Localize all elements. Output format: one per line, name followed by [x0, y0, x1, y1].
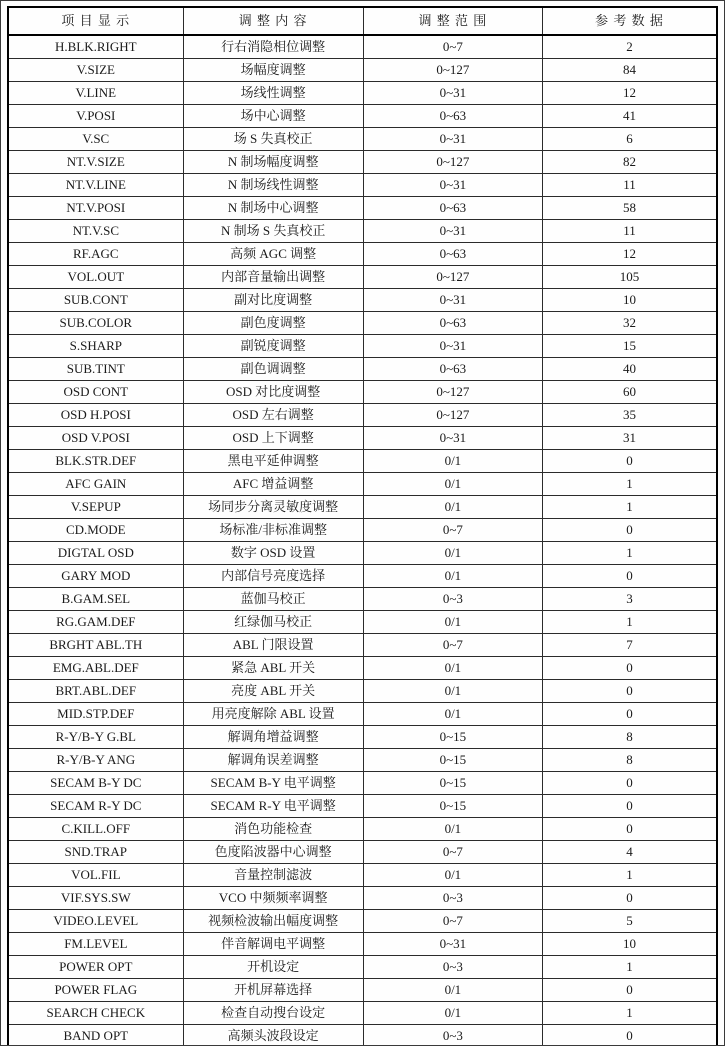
adjust-content-cell: 副色调调整	[183, 358, 363, 381]
table-row	[8, 312, 717, 335]
adjust-content-cell: 内部音量输出调整	[183, 266, 363, 289]
adjust-range-cell: 0~31	[363, 335, 542, 358]
reference-data-cell: 58	[543, 197, 717, 220]
adjust-range-cell: 0~7	[363, 35, 542, 59]
table-row	[8, 634, 717, 657]
item-display-cell: SND.TRAP	[8, 841, 183, 864]
adjust-content-cell: SECAM R-Y 电平调整	[183, 795, 363, 818]
item-display-cell: V.SIZE	[8, 59, 183, 82]
item-display-cell: V.SEPUP	[8, 496, 183, 519]
table-row	[8, 381, 717, 404]
adjust-content-cell: 消色功能检查	[183, 818, 363, 841]
adjust-range-cell: 0~7	[363, 910, 542, 933]
reference-data-cell: 32	[543, 312, 717, 335]
adjust-range-cell: 0~127	[363, 151, 542, 174]
column-header-adjust-range: 调 整 范 围	[363, 7, 542, 35]
table-row	[8, 818, 717, 841]
reference-data-cell: 0	[543, 519, 717, 542]
adjust-range-cell: 0/1	[363, 450, 542, 473]
reference-data-cell: 8	[543, 726, 717, 749]
adjust-content-cell: 黑电平延伸调整	[183, 450, 363, 473]
adjust-content-cell: 开机设定	[183, 956, 363, 979]
reference-data-cell: 11	[543, 220, 717, 243]
adjust-range-cell: 0/1	[363, 657, 542, 680]
item-display-cell: CD.MODE	[8, 519, 183, 542]
item-display-cell: SUB.TINT	[8, 358, 183, 381]
table-row	[8, 427, 717, 450]
item-display-cell: OSD V.POSI	[8, 427, 183, 450]
reference-data-cell: 0	[543, 657, 717, 680]
adjust-content-cell: 用亮度解除 ABL 设置	[183, 703, 363, 726]
adjust-range-cell: 0~15	[363, 772, 542, 795]
table-row	[8, 358, 717, 381]
adjust-range-cell: 0~31	[363, 128, 542, 151]
adjust-range-cell: 0~127	[363, 59, 542, 82]
adjust-content-cell: VCO 中频频率调整	[183, 887, 363, 910]
item-display-cell: R-Y/B-Y G.BL	[8, 726, 183, 749]
reference-data-cell: 5	[543, 910, 717, 933]
item-display-cell: VIDEO.LEVEL	[8, 910, 183, 933]
adjust-content-cell: 伴音解调电平调整	[183, 933, 363, 956]
reference-data-cell: 0	[543, 772, 717, 795]
table-row	[8, 979, 717, 1002]
reference-data-cell: 60	[543, 381, 717, 404]
table-row	[8, 1025, 717, 1046]
adjust-range-cell: 0~3	[363, 956, 542, 979]
adjust-range-cell: 0~3	[363, 887, 542, 910]
adjust-content-cell: 内部信号亮度选择	[183, 565, 363, 588]
column-header-item-display: 项 目 显 示	[8, 7, 183, 35]
adjust-content-cell: 解调角增益调整	[183, 726, 363, 749]
reference-data-cell: 31	[543, 427, 717, 450]
table-row	[8, 726, 717, 749]
table-row	[8, 128, 717, 151]
adjust-content-cell: 视频检波输出幅度调整	[183, 910, 363, 933]
adjust-range-cell: 0~63	[363, 243, 542, 266]
item-display-cell: V.LINE	[8, 82, 183, 105]
reference-data-cell: 6	[543, 128, 717, 151]
adjust-range-cell: 0~63	[363, 105, 542, 128]
reference-data-cell: 7	[543, 634, 717, 657]
adjust-range-cell: 0~31	[363, 220, 542, 243]
item-display-cell: NT.V.SC	[8, 220, 183, 243]
adjust-range-cell: 0~31	[363, 289, 542, 312]
reference-data-cell: 12	[543, 82, 717, 105]
adjust-range-cell: 0~127	[363, 404, 542, 427]
table-row	[8, 680, 717, 703]
reference-data-cell: 1	[543, 473, 717, 496]
table-row	[8, 151, 717, 174]
item-display-cell: OSD CONT	[8, 381, 183, 404]
column-header-adjust-content: 调 整 内 容	[183, 7, 363, 35]
item-display-cell: FM.LEVEL	[8, 933, 183, 956]
item-display-cell: S.SHARP	[8, 335, 183, 358]
table-row	[8, 657, 717, 680]
item-display-cell: OSD H.POSI	[8, 404, 183, 427]
adjust-content-cell: 行右消隐相位调整	[183, 35, 363, 59]
item-display-cell: SUB.COLOR	[8, 312, 183, 335]
column-header-reference-data: 参 考 数 据	[543, 7, 717, 35]
adjust-content-cell: N 制场中心调整	[183, 197, 363, 220]
adjustment-table	[7, 6, 718, 1046]
adjust-content-cell: 亮度 ABL 开关	[183, 680, 363, 703]
adjust-content-cell: 色度陷波器中心调整	[183, 841, 363, 864]
adjust-content-cell: ABL 门限设置	[183, 634, 363, 657]
adjust-content-cell: 场幅度调整	[183, 59, 363, 82]
table-row	[8, 588, 717, 611]
reference-data-cell: 1	[543, 611, 717, 634]
table-row	[8, 404, 717, 427]
table-row	[8, 450, 717, 473]
reference-data-cell: 10	[543, 933, 717, 956]
table-header-row	[8, 7, 717, 35]
reference-data-cell: 0	[543, 1025, 717, 1046]
item-display-cell: SEARCH CHECK	[8, 1002, 183, 1025]
item-display-cell: POWER OPT	[8, 956, 183, 979]
adjust-range-cell: 0/1	[363, 680, 542, 703]
adjust-content-cell: 数字 OSD 设置	[183, 542, 363, 565]
item-display-cell: POWER FLAG	[8, 979, 183, 1002]
table-row	[8, 772, 717, 795]
reference-data-cell: 1	[543, 496, 717, 519]
adjust-content-cell: SECAM B-Y 电平调整	[183, 772, 363, 795]
adjust-range-cell: 0~3	[363, 588, 542, 611]
table-row	[8, 59, 717, 82]
table-row	[8, 496, 717, 519]
table-row	[8, 243, 717, 266]
reference-data-cell: 0	[543, 680, 717, 703]
adjust-range-cell: 0/1	[363, 542, 542, 565]
reference-data-cell: 12	[543, 243, 717, 266]
table-row	[8, 795, 717, 818]
item-display-cell: H.BLK.RIGHT	[8, 35, 183, 59]
reference-data-cell: 8	[543, 749, 717, 772]
item-display-cell: BAND OPT	[8, 1025, 183, 1046]
adjust-content-cell: AFC 增益调整	[183, 473, 363, 496]
adjust-range-cell: 0~3	[363, 1025, 542, 1046]
adjust-content-cell: 解调角误差调整	[183, 749, 363, 772]
item-display-cell: SECAM B-Y DC	[8, 772, 183, 795]
adjust-content-cell: 检查自动搜台设定	[183, 1002, 363, 1025]
adjust-content-cell: 高频 AGC 调整	[183, 243, 363, 266]
item-display-cell: BRT.ABL.DEF	[8, 680, 183, 703]
adjust-range-cell: 0~31	[363, 82, 542, 105]
adjust-range-cell: 0/1	[363, 864, 542, 887]
reference-data-cell: 1	[543, 956, 717, 979]
table-row	[8, 82, 717, 105]
table-row	[8, 565, 717, 588]
table-row	[8, 703, 717, 726]
item-display-cell: MID.STP.DEF	[8, 703, 183, 726]
item-display-cell: SECAM R-Y DC	[8, 795, 183, 818]
reference-data-cell: 40	[543, 358, 717, 381]
adjust-content-cell: 蓝伽马校正	[183, 588, 363, 611]
table-row	[8, 956, 717, 979]
item-display-cell: C.KILL.OFF	[8, 818, 183, 841]
adjust-range-cell: 0~31	[363, 933, 542, 956]
item-display-cell: BRGHT ABL.TH	[8, 634, 183, 657]
item-display-cell: V.SC	[8, 128, 183, 151]
reference-data-cell: 1	[543, 864, 717, 887]
table-row	[8, 933, 717, 956]
item-display-cell: VIF.SYS.SW	[8, 887, 183, 910]
table-row	[8, 197, 717, 220]
reference-data-cell: 3	[543, 588, 717, 611]
item-display-cell: GARY MOD	[8, 565, 183, 588]
reference-data-cell: 0	[543, 979, 717, 1002]
adjust-content-cell: N 制场 S 失真校正	[183, 220, 363, 243]
reference-data-cell: 10	[543, 289, 717, 312]
adjust-range-cell: 0/1	[363, 1002, 542, 1025]
table-row	[8, 220, 717, 243]
item-display-cell: AFC GAIN	[8, 473, 183, 496]
reference-data-cell: 0	[543, 818, 717, 841]
adjust-range-cell: 0/1	[363, 703, 542, 726]
item-display-cell: V.POSI	[8, 105, 183, 128]
reference-data-cell: 1	[543, 1002, 717, 1025]
table-row	[8, 519, 717, 542]
reference-data-cell: 2	[543, 35, 717, 59]
reference-data-cell: 0	[543, 565, 717, 588]
reference-data-cell: 15	[543, 335, 717, 358]
adjust-content-cell: 场中心调整	[183, 105, 363, 128]
item-display-cell: RG.GAM.DEF	[8, 611, 183, 634]
reference-data-cell: 0	[543, 703, 717, 726]
item-display-cell: NT.V.SIZE	[8, 151, 183, 174]
reference-data-cell: 4	[543, 841, 717, 864]
adjust-content-cell: 场标准/非标准调整	[183, 519, 363, 542]
adjust-content-cell: N 制场线性调整	[183, 174, 363, 197]
adjust-range-cell: 0/1	[363, 496, 542, 519]
reference-data-cell: 35	[543, 404, 717, 427]
reference-data-cell: 41	[543, 105, 717, 128]
reference-data-cell: 84	[543, 59, 717, 82]
adjust-range-cell: 0/1	[363, 473, 542, 496]
item-display-cell: B.GAM.SEL	[8, 588, 183, 611]
adjust-range-cell: 0/1	[363, 818, 542, 841]
item-display-cell: DIGTAL OSD	[8, 542, 183, 565]
item-display-cell: VOL.OUT	[8, 266, 183, 289]
table-row	[8, 266, 717, 289]
adjust-range-cell: 0~7	[363, 634, 542, 657]
adjust-range-cell: 0/1	[363, 611, 542, 634]
adjust-range-cell: 0~15	[363, 726, 542, 749]
adjust-content-cell: 场线性调整	[183, 82, 363, 105]
adjust-range-cell: 0/1	[363, 565, 542, 588]
adjust-range-cell: 0~63	[363, 358, 542, 381]
reference-data-cell: 105	[543, 266, 717, 289]
adjust-range-cell: 0~15	[363, 749, 542, 772]
adjust-content-cell: 紧急 ABL 开关	[183, 657, 363, 680]
adjust-content-cell: OSD 对比度调整	[183, 381, 363, 404]
item-display-cell: NT.V.POSI	[8, 197, 183, 220]
table-body	[8, 35, 717, 1046]
adjust-content-cell: 开机屏幕选择	[183, 979, 363, 1002]
item-display-cell: BLK.STR.DEF	[8, 450, 183, 473]
adjust-range-cell: 0~31	[363, 174, 542, 197]
table-row	[8, 910, 717, 933]
reference-data-cell: 11	[543, 174, 717, 197]
item-display-cell: RF.AGC	[8, 243, 183, 266]
reference-data-cell: 0	[543, 795, 717, 818]
table-row	[8, 542, 717, 565]
adjust-content-cell: 音量控制滤波	[183, 864, 363, 887]
adjust-content-cell: 场 S 失真校正	[183, 128, 363, 151]
adjust-content-cell: OSD 左右调整	[183, 404, 363, 427]
table-row	[8, 864, 717, 887]
item-display-cell: R-Y/B-Y ANG	[8, 749, 183, 772]
table-row	[8, 174, 717, 197]
adjust-content-cell: 副锐度调整	[183, 335, 363, 358]
adjust-range-cell: 0~127	[363, 381, 542, 404]
reference-data-cell: 0	[543, 450, 717, 473]
item-display-cell: SUB.CONT	[8, 289, 183, 312]
adjust-range-cell: 0~7	[363, 519, 542, 542]
table-row	[8, 749, 717, 772]
reference-data-cell: 0	[543, 887, 717, 910]
item-display-cell: NT.V.LINE	[8, 174, 183, 197]
item-display-cell: VOL.FIL	[8, 864, 183, 887]
adjust-content-cell: N 制场幅度调整	[183, 151, 363, 174]
adjust-range-cell: 0~63	[363, 312, 542, 335]
table-row	[8, 473, 717, 496]
adjust-content-cell: OSD 上下调整	[183, 427, 363, 450]
adjust-range-cell: 0~127	[363, 266, 542, 289]
table-row	[8, 611, 717, 634]
table-row	[8, 887, 717, 910]
table-row	[8, 35, 717, 59]
adjust-content-cell: 场同步分离灵敏度调整	[183, 496, 363, 519]
adjust-content-cell: 高频头波段设定	[183, 1025, 363, 1046]
adjust-content-cell: 红绿伽马校正	[183, 611, 363, 634]
adjust-range-cell: 0/1	[363, 979, 542, 1002]
adjust-range-cell: 0~31	[363, 427, 542, 450]
table-row	[8, 289, 717, 312]
adjust-range-cell: 0~7	[363, 841, 542, 864]
item-display-cell: EMG.ABL.DEF	[8, 657, 183, 680]
adjust-range-cell: 0~63	[363, 197, 542, 220]
adjust-content-cell: 副色度调整	[183, 312, 363, 335]
table-row	[8, 1002, 717, 1025]
adjust-content-cell: 副对比度调整	[183, 289, 363, 312]
reference-data-cell: 82	[543, 151, 717, 174]
table-row	[8, 841, 717, 864]
table-row	[8, 335, 717, 358]
reference-data-cell: 1	[543, 542, 717, 565]
table-row	[8, 105, 717, 128]
adjust-range-cell: 0~15	[363, 795, 542, 818]
